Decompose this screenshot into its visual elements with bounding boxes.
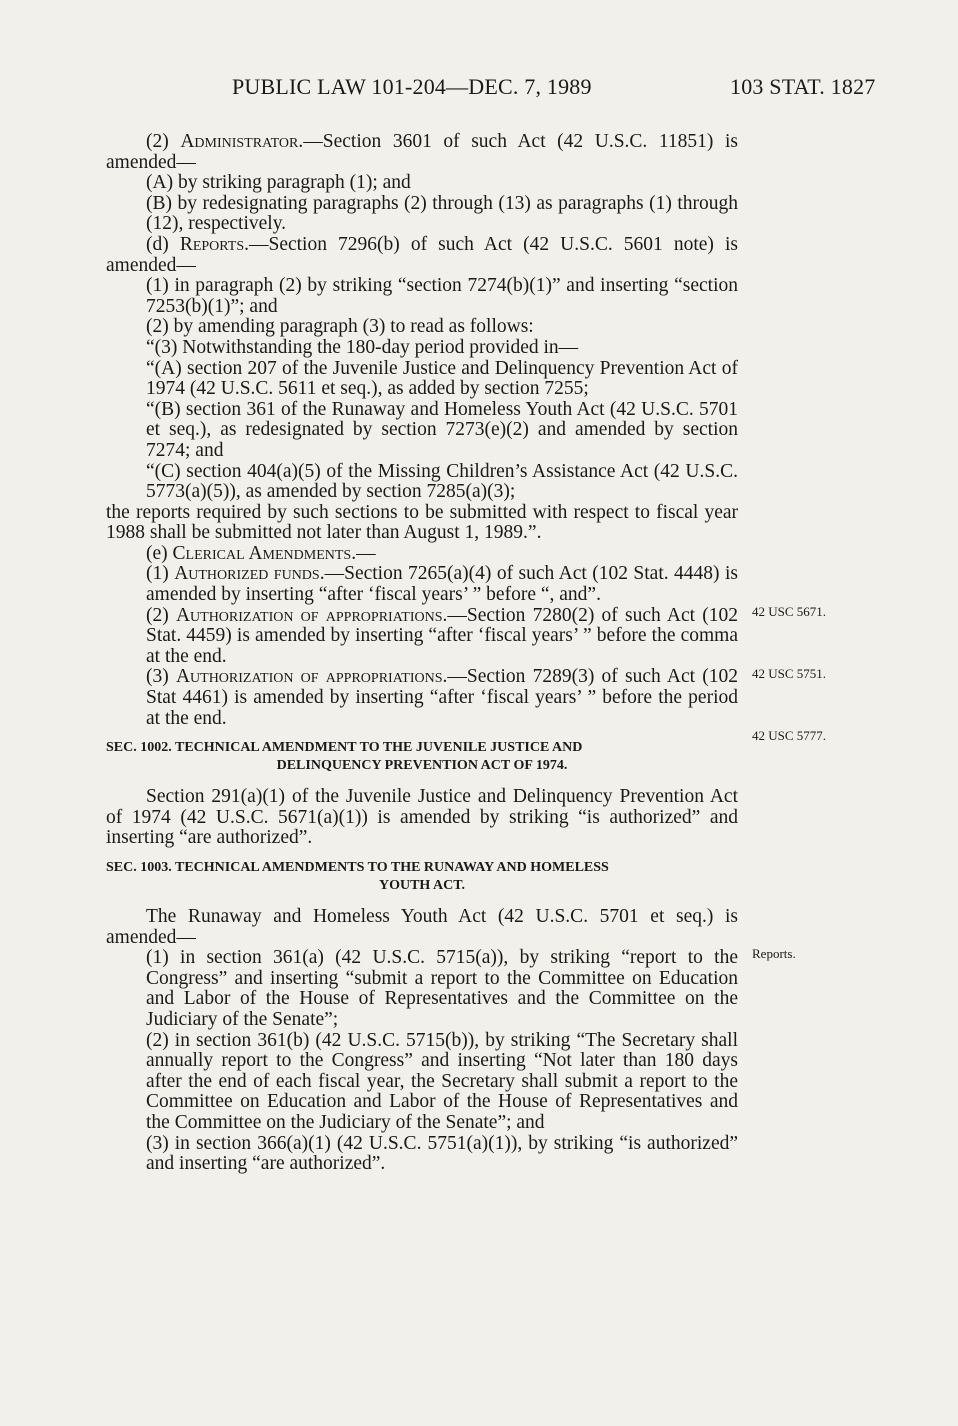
section-1003-item-1: (1) in section 361(a) (42 U.S.C. 5715(a)), by striking “report to the Congress” and inserting “submit a report to the Committee on Education and Labor of the House of Representatives and the Committee on the Judiciary of the Senate”; (146, 947, 738, 1030)
para-heading: Administrator. (180, 131, 304, 152)
para-number: (2) (146, 604, 176, 626)
para-number: (e) (146, 542, 173, 564)
para-text: —Section 7289(3) of such Act (102 Stat 4461) is amended by inserting “after ‘fiscal years’ ” before the period at the end. (146, 666, 738, 729)
section-1003-text: The Runaway and Homeless Youth Act (42 U.S.C. 5701 et seq.) is amended— (106, 906, 738, 948)
quoted-paragraph-conclusion: the reports required by such sections to be submitted with respect to fiscal year 1988 shall be submitted not later than August 1, 1989.”. (106, 501, 738, 544)
para-text: —Section 3601 of such Act (42 U.S.C. 11851) is amended— (106, 131, 738, 173)
section-heading-line: SEC. 1003. TECHNICAL AMENDMENTS TO THE RUNAWAY AND HOMELESS (106, 860, 609, 875)
para-text: — (356, 542, 376, 564)
para-number: (1) (146, 563, 175, 585)
para-number: (d) (146, 233, 180, 255)
section-heading-1003 (106, 859, 738, 895)
reports-item-2: (2) by amending paragraph (3) to read as follows: (146, 316, 534, 338)
section-heading-1002 (106, 739, 738, 775)
subparagraph-b: (B) by redesignating paragraphs (2) through (13) as paragraphs (1) through (12), respectively. (146, 192, 738, 235)
margin-note-usc-5671: 42 USC 5671. (752, 604, 827, 619)
para-number: (2) (146, 131, 181, 152)
clerical-item-3 (106, 667, 738, 729)
para-text: —Section 7296(b) of such Act (42 U.S.C. 5601 note) is amended— (106, 233, 738, 276)
section-1003-item-3: (3) in section 366(a)(1) (42 U.S.C. 5751(a)(1)), by striking “is authorized” and inserting “are authorized”. (146, 1132, 738, 1175)
section-heading-line: DELINQUENCY PREVENTION ACT OF 1974. (276, 758, 568, 774)
reports-item-1: (1) in paragraph (2) by striking “section 7274(b)(1)” and inserting “section 7253(b)(1)”; and (146, 275, 738, 317)
para-text: —Section 7265(a)(4) of such Act (102 Stat. 4448) is amended by inserting “after ‘fiscal years’ ” before “, and”. (146, 563, 738, 606)
margin-note-usc-5777: 42 USC 5777. (752, 728, 827, 743)
paragraph-administrator (106, 132, 738, 173)
para-heading: Clerical Amendments. (172, 542, 357, 564)
para-text: —Section 7280(2) of such Act (102 Stat. 4459) is amended by inserting “after ‘fiscal years’ ” before the comma at the end. (146, 604, 738, 667)
para-heading: Authorized funds. (174, 563, 325, 585)
quoted-subparagraph-c: “(C) section 404(a)(5) of the Missing Children’s Assistance Act (42 U.S.C. 5773(a)(5)), as amended by section 7285(a)(3); (146, 460, 738, 503)
section-heading-line: SEC. 1002. TECHNICAL AMENDMENT TO THE JUVENILE JUSTICE AND (106, 740, 583, 756)
para-heading: Reports. (179, 233, 249, 255)
body-text (106, 132, 738, 1175)
quoted-subparagraph-a: “(A) section 207 of the Juvenile Justice and Delinquency Prevention Act of 1974 (42 U.S.C. 5611 et seq.), as added by section 7255; (146, 357, 738, 400)
margin-note-usc-5751: 42 USC 5751. (752, 666, 827, 681)
para-heading: Authorization of appropriations. (175, 604, 448, 626)
section-1003-item-2: (2) in section 361(b) (42 U.S.C. 5715(b)), by striking “The Secretary shall annually report to the Congress” and inserting “Not later than 180 days after the end of each fiscal year, the Secretary shall submit a report to the Committee on Education and Labor of the House of Representatives and the Committee on the Judiciary of the Senate”; and (146, 1029, 738, 1133)
paragraph-clerical-amendments (106, 544, 738, 565)
para-heading: Authorization of appropriations. (175, 666, 448, 688)
section-1002-text: Section 291(a)(1) of the Juvenile Justice and Delinquency Prevention Act of 1974 (42 U.S.C. 5671(a)(1)) is amended by striking “is authorized” and inserting “are authorized”. (106, 786, 738, 849)
running-header-title: PUBLIC LAW 101-204—DEC. 7, 1989 (232, 74, 592, 99)
section-heading-line: YOUTH ACT. (378, 878, 466, 893)
para-number: (3) (146, 666, 176, 688)
subparagraph-a: (A) by striking paragraph (1); and (146, 172, 411, 194)
clerical-item-2 (106, 606, 738, 668)
running-header-page-number: 103 STAT. 1827 (730, 74, 876, 99)
paragraph-reports (106, 235, 738, 276)
quoted-subparagraph-b: “(B) section 361 of the Runaway and Homeless Youth Act (42 U.S.C. 5701 et seq.), as redesignated by section 7273(e)(2) and amended by section 7274; and (146, 398, 738, 461)
margin-note-reports: Reports. (752, 946, 796, 961)
quoted-paragraph-3: “(3) Notwithstanding the 180-day period provided in— (146, 336, 579, 358)
clerical-item-1 (106, 564, 738, 605)
